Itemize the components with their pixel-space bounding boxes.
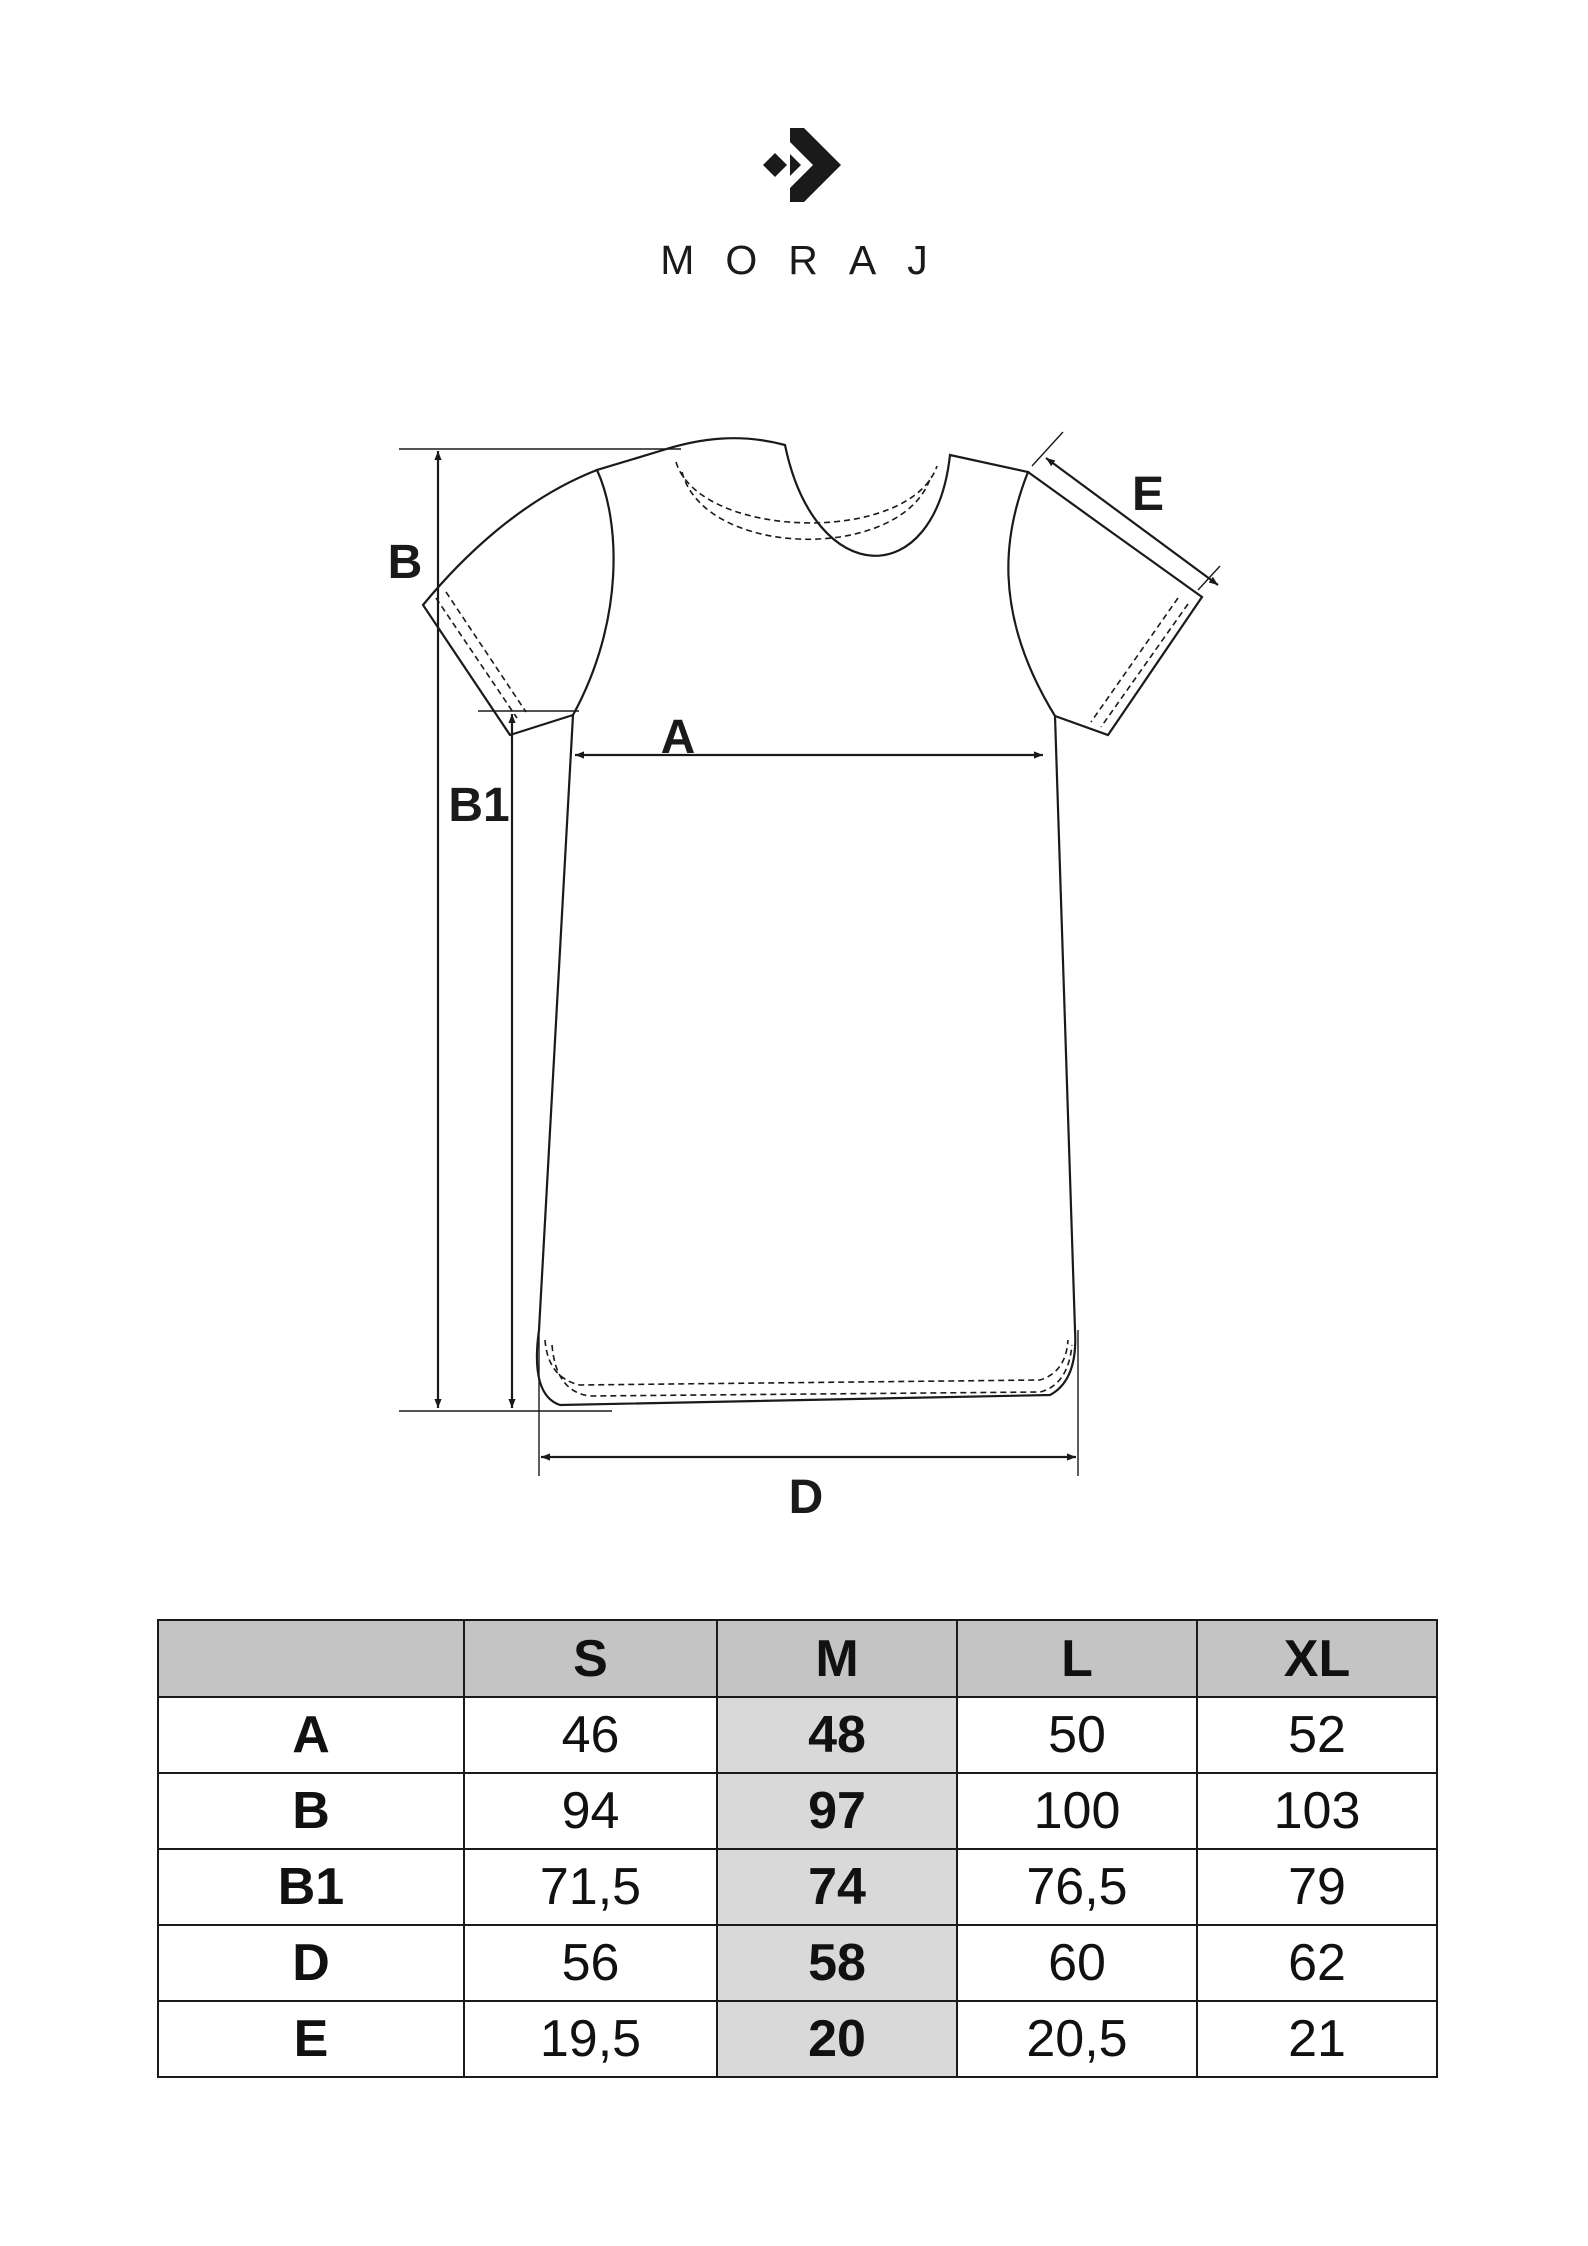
table-row — [158, 1849, 1437, 1925]
table-cell: 56 — [464, 1925, 717, 2001]
table-header-l: L — [957, 1620, 1197, 1697]
table-row — [158, 1925, 1437, 2001]
table-cell: 21 — [1197, 2001, 1437, 2077]
table-header-s: S — [464, 1620, 717, 1697]
dimension-lines — [438, 451, 1218, 1457]
brand-name: MORAJ — [660, 237, 959, 283]
garment-outline — [423, 438, 1202, 1405]
table-cell: 100 — [957, 1773, 1197, 1849]
label-d: D — [788, 1471, 824, 1524]
row-label: A — [158, 1697, 464, 1773]
row-label: D — [158, 1925, 464, 2001]
label-e: E — [1131, 468, 1165, 521]
table-row — [158, 2001, 1437, 2077]
row-label: E — [158, 2001, 464, 2077]
table-row — [158, 1697, 1437, 1773]
table-header-corner — [158, 1620, 464, 1697]
table-cell: 79 — [1197, 1849, 1437, 1925]
label-b: B — [387, 536, 423, 589]
table-cell-highlight: 20 — [717, 2001, 957, 2077]
table-header-row — [158, 1620, 1437, 1697]
table-cell: 50 — [957, 1697, 1197, 1773]
table-cell-highlight: 58 — [717, 1925, 957, 2001]
label-b1: B1 — [448, 779, 510, 832]
table-cell: 60 — [957, 1925, 1197, 2001]
table-header-m: M — [717, 1620, 957, 1697]
row-label: B — [158, 1773, 464, 1849]
table-cell: 76,5 — [957, 1849, 1197, 1925]
table-cell: 103 — [1197, 1773, 1437, 1849]
table-cell: 94 — [464, 1773, 717, 1849]
table-cell: 46 — [464, 1697, 717, 1773]
stitching — [436, 462, 1188, 1396]
table-cell-highlight: 97 — [717, 1773, 957, 1849]
table-row — [158, 1773, 1437, 1849]
size-table — [157, 1619, 1438, 2078]
row-label: B1 — [158, 1849, 464, 1925]
table-cell-highlight: 74 — [717, 1849, 957, 1925]
extension-lines — [399, 432, 1220, 1476]
table-cell: 71,5 — [464, 1849, 717, 1925]
table-cell: 62 — [1197, 1925, 1437, 2001]
table-cell: 52 — [1197, 1697, 1437, 1773]
label-a: A — [660, 711, 696, 764]
table-cell-highlight: 48 — [717, 1697, 957, 1773]
table-cell: 19,5 — [464, 2001, 717, 2077]
table-header-xl: XL — [1197, 1620, 1437, 1697]
table-cell: 20,5 — [957, 2001, 1197, 2077]
dimension-labels — [388, 468, 1164, 1524]
